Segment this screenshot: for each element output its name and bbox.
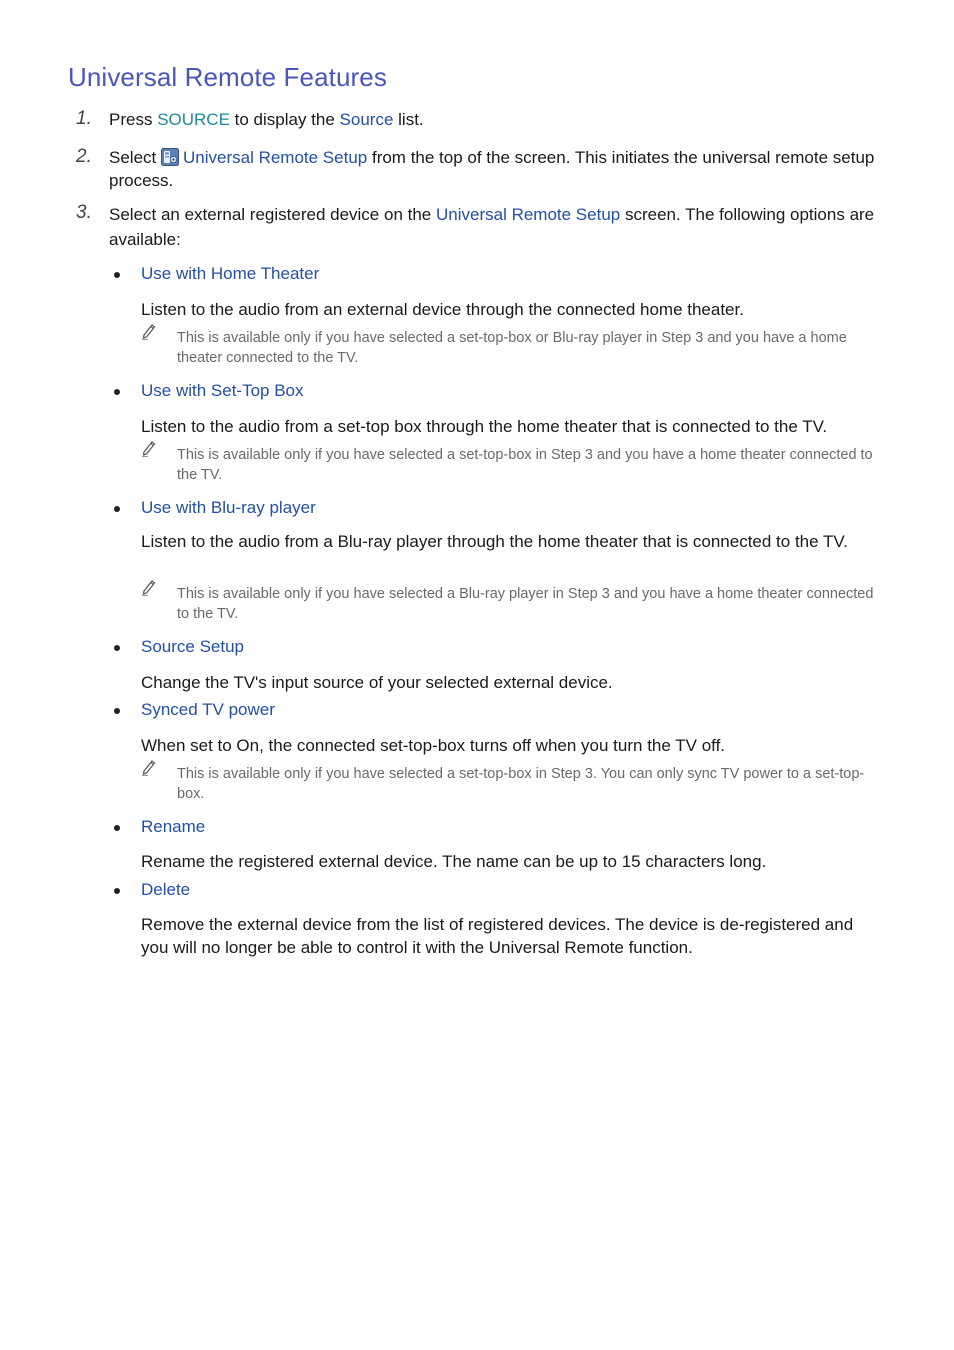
option-description: Listen to the audio from a Blu-ray player through the home theater that is connected to the TV. — [141, 532, 848, 551]
step-text-part: list. — [393, 110, 424, 129]
step-number: 3. — [76, 202, 92, 223]
source-button-keyword: SOURCE — [157, 110, 230, 129]
option-title: Source Setup — [141, 637, 245, 656]
option-title: Use with Home Theater — [141, 264, 320, 283]
step-text — [109, 146, 899, 192]
option-description: Change the TV's input source of your selected external device. — [141, 673, 613, 692]
option-description: Remove the external device from the list of registered devices. The device is de-registered and you will no longer be able to control it with the Universal Remote function. — [141, 915, 854, 957]
step-number: 1. — [76, 108, 92, 129]
step-text-part: from the top of the screen. This initiates the universal remote setup process. — [109, 148, 875, 190]
step-text — [109, 108, 899, 131]
option-title: Delete — [141, 880, 191, 899]
note-text: This is available only if you have selected a set-top-box in Step 3. You can only sync TV power to a set-top-box. — [177, 766, 865, 802]
option-title: Synced TV power — [141, 700, 275, 719]
note-text: This is available only if you have selected a Blu-ray player in Step 3 and you have a home theater connected to the TV. — [177, 586, 874, 622]
bullet-dot — [114, 272, 120, 278]
option-title: Use with Blu-ray player — [141, 498, 316, 517]
note-text: This is available only if you have selected a set-top-box or Blu-ray player in Step 3 and you have a home theater connected to the TV. — [177, 330, 847, 366]
option-title: Rename — [141, 817, 206, 836]
step-text-part: to display the — [229, 110, 340, 129]
step-number: 2. — [76, 146, 92, 167]
page-title: Universal Remote Features — [68, 62, 387, 92]
option-description: When set to On, the connected set-top-box turns off when you turn the TV off. — [141, 736, 726, 755]
pencil-note-icon — [141, 578, 157, 596]
bullet-dot — [114, 888, 120, 894]
universal-remote-setup-keyword: Universal Remote Setup — [182, 148, 368, 167]
step-text-part: Press — [109, 110, 158, 129]
option-description: Rename the registered external device. The name can be up to 15 characters long. — [141, 852, 767, 871]
option-description: Listen to the audio from a set-top box through the home theater that is connected to the TV. — [141, 417, 828, 436]
pencil-note-icon — [141, 322, 157, 340]
source-list-keyword: Source — [339, 110, 394, 129]
step-text-part: Select — [109, 148, 161, 167]
universal-remote-setup-keyword: Universal Remote Setup — [435, 205, 621, 224]
bullet-dot — [114, 825, 120, 831]
step-text-part: screen. The following options are available: — [109, 205, 875, 249]
universal-remote-setup-icon — [161, 148, 179, 166]
bullet-dot — [114, 645, 120, 651]
pencil-note-icon — [141, 758, 157, 776]
option-title: Use with Set-Top Box — [141, 381, 304, 400]
bullet-dot — [114, 506, 120, 512]
option-description: Listen to the audio from an external device through the connected home theater. — [141, 300, 744, 319]
bullet-dot — [114, 708, 120, 714]
pencil-note-icon — [141, 439, 157, 457]
step-text — [109, 202, 899, 252]
step-text-part: Select an external registered device on the — [109, 205, 436, 224]
bullet-dot — [114, 389, 120, 395]
note-text: This is available only if you have selected a set-top-box in Step 3 and you have a home theater connected to the TV. — [177, 447, 873, 483]
